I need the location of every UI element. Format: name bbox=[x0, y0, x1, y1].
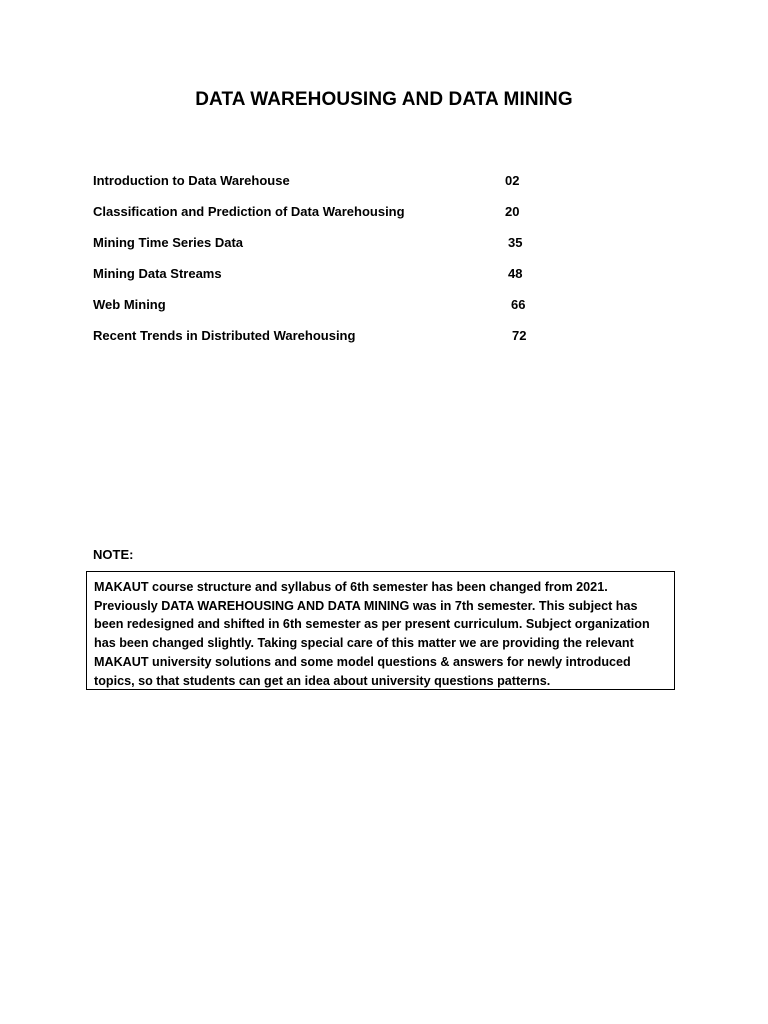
toc-entry bbox=[93, 296, 543, 327]
toc-entry-title: Recent Trends in Distributed Warehousing bbox=[93, 328, 356, 343]
toc-entry-title: Classification and Prediction of Data Warehousing bbox=[93, 204, 405, 219]
toc-entry-page: 66 bbox=[511, 297, 526, 312]
toc-entry bbox=[93, 172, 543, 203]
toc-entry-title: Introduction to Data Warehouse bbox=[93, 173, 290, 188]
toc-entry-page: 35 bbox=[508, 235, 523, 250]
toc-entry-page: 02 bbox=[505, 173, 520, 188]
note-heading: NOTE: bbox=[93, 547, 134, 562]
toc-entry bbox=[93, 203, 543, 234]
table-of-contents bbox=[93, 172, 543, 358]
note-box bbox=[86, 571, 675, 690]
toc-entry bbox=[93, 234, 543, 265]
toc-entry bbox=[93, 327, 543, 358]
toc-entry-title: Web Mining bbox=[93, 297, 166, 312]
toc-entry-page: 20 bbox=[505, 204, 520, 219]
note-text: MAKAUT course structure and syllabus of 6th semester has been changed from 2021. Previously DATA WAREHOUSING AND DATA MINING was in 7th semester. This subject has been redesigned and shifted in 6th semester as per present curriculum. Subject organization has been changed slightly. Taking special care of this matter we are providing the relevant MAKAUT university solutions and some model questions & answers for newly introduced topics, so that students can get an idea about university questions patterns. bbox=[94, 580, 650, 688]
toc-entry-page: 72 bbox=[512, 328, 527, 343]
toc-entry-title: Mining Time Series Data bbox=[93, 235, 244, 250]
toc-entry-page: 48 bbox=[508, 266, 523, 281]
toc-entry-title: Mining Data Streams bbox=[93, 266, 222, 281]
document-title: DATA WAREHOUSING AND DATA MINING bbox=[195, 89, 573, 110]
toc-entry bbox=[93, 265, 543, 296]
